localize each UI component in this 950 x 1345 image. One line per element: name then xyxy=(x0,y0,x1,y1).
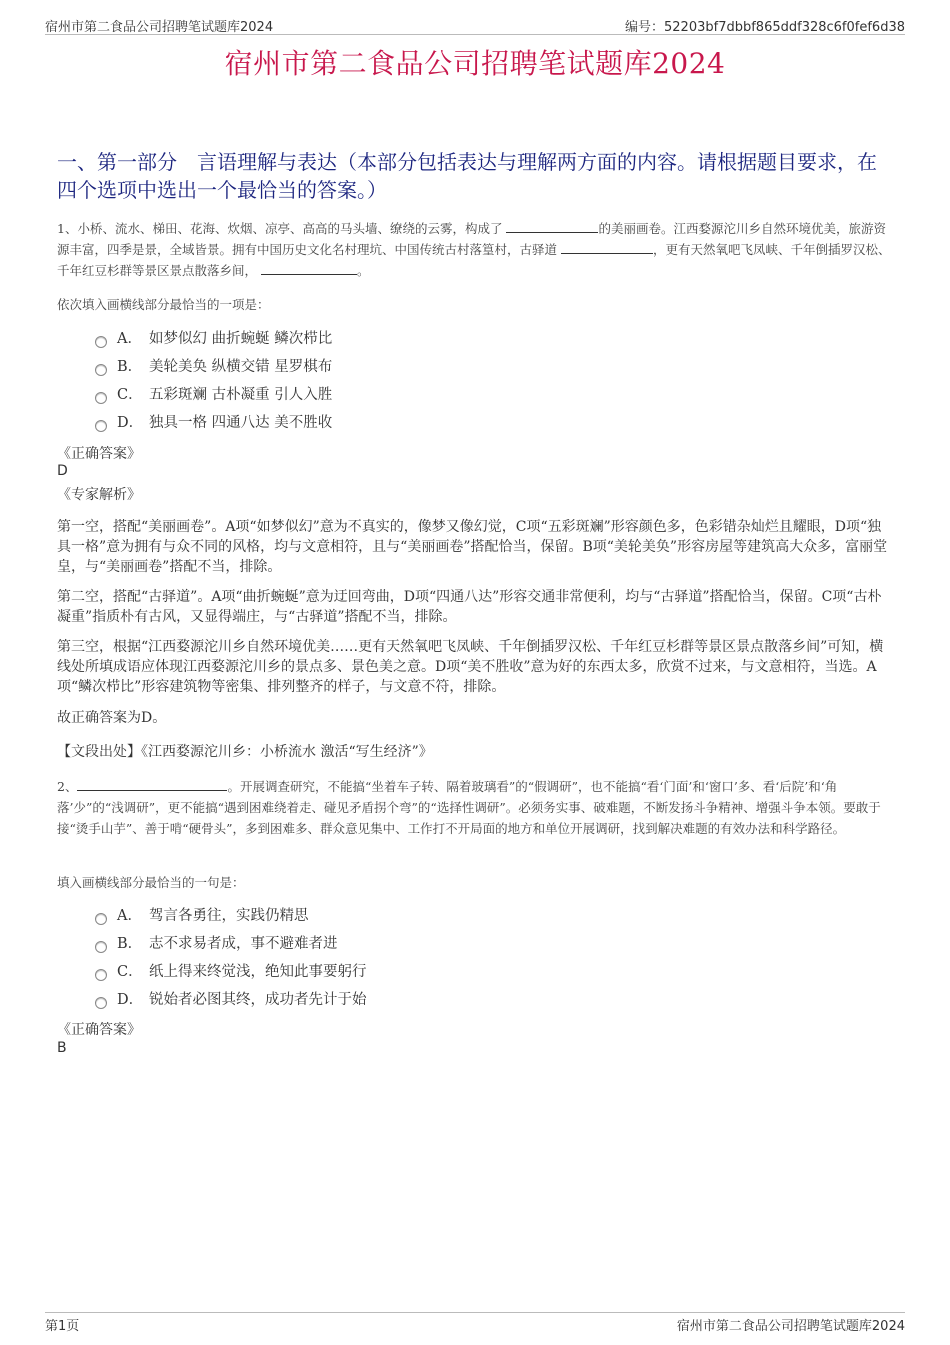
radio-icon[interactable] xyxy=(95,913,107,925)
radio-icon[interactable] xyxy=(95,997,107,1009)
fill-blank xyxy=(77,778,227,791)
question-2-text: 2、 。开展调查研究，不能搞“坐着车子转、隔着玻璃看”的“假调研”，也不能搞“看‘门面’和‘窗口’多、看‘后院’和‘角落’少”的“浅调研”，更不能搞“遇到困难绕着走、碰见矛盾拐个弯”的“选择性调研”。必须务实事、破难题，不断发扬斗争精神、增强斗争本领。要敢于接“烫手山芋”、善于啃“硬骨头”，多到困难多、群众意见集中、工作打不开局面的地方和单位开展调研，找到解决难题的有效办法和科学路径。 xyxy=(57,779,881,836)
header-doc-id: 编号：52203bf7dbbf865ddf328c6f0fef6d38 xyxy=(625,20,905,35)
question-1-options xyxy=(95,325,332,437)
analysis-paragraph: 第二空，搭配“古驿道”。A项“曲折蜿蜒”意为迂回弯曲，D项“四通八达”形容交通非常便利，均与“古驿道”搭配恰当，保留。C项“古朴凝重”指质朴有古风，又显得端庄，与“古驿道”搭配不当，排除。 xyxy=(57,589,882,625)
analysis-conclusion: 故正确答案为D。 xyxy=(57,710,167,726)
option-a[interactable]: A． 驾言各勇往，实践仍精思 xyxy=(95,902,367,930)
radio-icon[interactable] xyxy=(95,364,107,376)
page-footer xyxy=(45,1312,905,1333)
option-b[interactable]: B． 美轮美奂 纵横交错 星罗棋布 xyxy=(95,353,332,381)
fill-blank xyxy=(506,220,598,233)
option-c[interactable]: C． 纸上得来终觉浅，绝知此事要躬行 xyxy=(95,958,367,986)
option-d[interactable]: D． 锐始者必图其终，成功者先计于始 xyxy=(95,986,367,1014)
header-doc-title: 宿州市第二食品公司招聘笔试题库2024 xyxy=(45,20,274,35)
question-1-text: 1、小桥、流水、梯田、花海、炊烟、凉亭、高高的马头墙、缭绕的云雾，构成了 的美丽画卷。江西婺源沱川乡自然环境优美，旅游资源丰富，四季是景，全域皆景。拥有中国历史文化名村理坑、中国传统古村落篁村，古驿道 ，更有天然氧吧飞凤峡、千年倒插罗汉松、千年红豆杉群等景区景点散落乡间， 。 xyxy=(57,221,891,278)
page-header xyxy=(45,14,905,35)
option-a[interactable]: A． 如梦似幻 曲折蜿蜒 鳞次栉比 xyxy=(95,325,332,353)
option-d[interactable]: D． 独具一格 四通八达 美不胜收 xyxy=(95,409,332,437)
answer-value: D xyxy=(57,463,68,479)
option-c[interactable]: C． 五彩斑斓 古朴凝重 引人入胜 xyxy=(95,381,332,409)
answer-label: 《正确答案》 xyxy=(57,1022,141,1038)
option-b[interactable]: B． 志不求易者成，事不避难者进 xyxy=(95,930,367,958)
page-title: 宿州市第二食品公司招聘笔试题库2024 xyxy=(224,47,726,80)
page-number: 第1页 xyxy=(45,1319,80,1334)
radio-icon[interactable] xyxy=(95,336,107,348)
radio-icon[interactable] xyxy=(95,420,107,432)
answer-label: 《正确答案》 xyxy=(57,446,141,462)
analysis-label: 《专家解析》 xyxy=(57,487,141,503)
radio-icon[interactable] xyxy=(95,392,107,404)
analysis-paragraph: 第一空，搭配“美丽画卷”。A项“如梦似幻”意为不真实的，像梦又像幻觉，C项“五彩斑斓”形容颜色多，色彩错杂灿烂且耀眼，D项“独具一格”意为拥有与众不同的风格，均与文意相符，且与“美丽画卷”搭配恰当，保留。B项“美轮美奂”形容房屋等建筑高大众多，富丽堂皇，与“美丽画卷”搭配不当，排除。 xyxy=(57,519,888,575)
radio-icon[interactable] xyxy=(95,969,107,981)
section-heading: 一、第一部分 言语理解与表达（本部分包括表达与理解两方面的内容。请根据题目要求，在四个选项中选出一个最恰当的答案。） xyxy=(57,150,877,202)
fill-blank xyxy=(261,262,357,275)
question-2-options xyxy=(95,902,367,1014)
fill-blank xyxy=(561,241,653,254)
question-2-prompt: 填入画横线部分最恰当的一句是： xyxy=(57,875,245,890)
radio-icon[interactable] xyxy=(95,941,107,953)
analysis-paragraph: 第三空，根据“江西婺源沱川乡自然环境优美……更有天然氧吧飞凤峡、千年倒插罗汉松、千年红豆杉群等景区景点散落乡间”可知，横线处所填成语应体现江西婺源沱川乡的景点多、景色美之意。D项“美不胜收”意为好的东西太多，欣赏不过来，与文意相符，当选。A项“鳞次栉比”形容建筑物等密集、排列整齐的样子，与文意不符，排除。 xyxy=(57,639,884,695)
analysis-source: 【文段出处】《江西婺源沱川乡：小桥流水 激活“写生经济”》 xyxy=(57,744,433,760)
answer-value: B xyxy=(57,1040,67,1056)
question-1-prompt: 依次填入画横线部分最恰当的一项是： xyxy=(57,297,270,312)
footer-doc-title: 宿州市第二食品公司招聘笔试题库2024 xyxy=(676,1319,905,1334)
